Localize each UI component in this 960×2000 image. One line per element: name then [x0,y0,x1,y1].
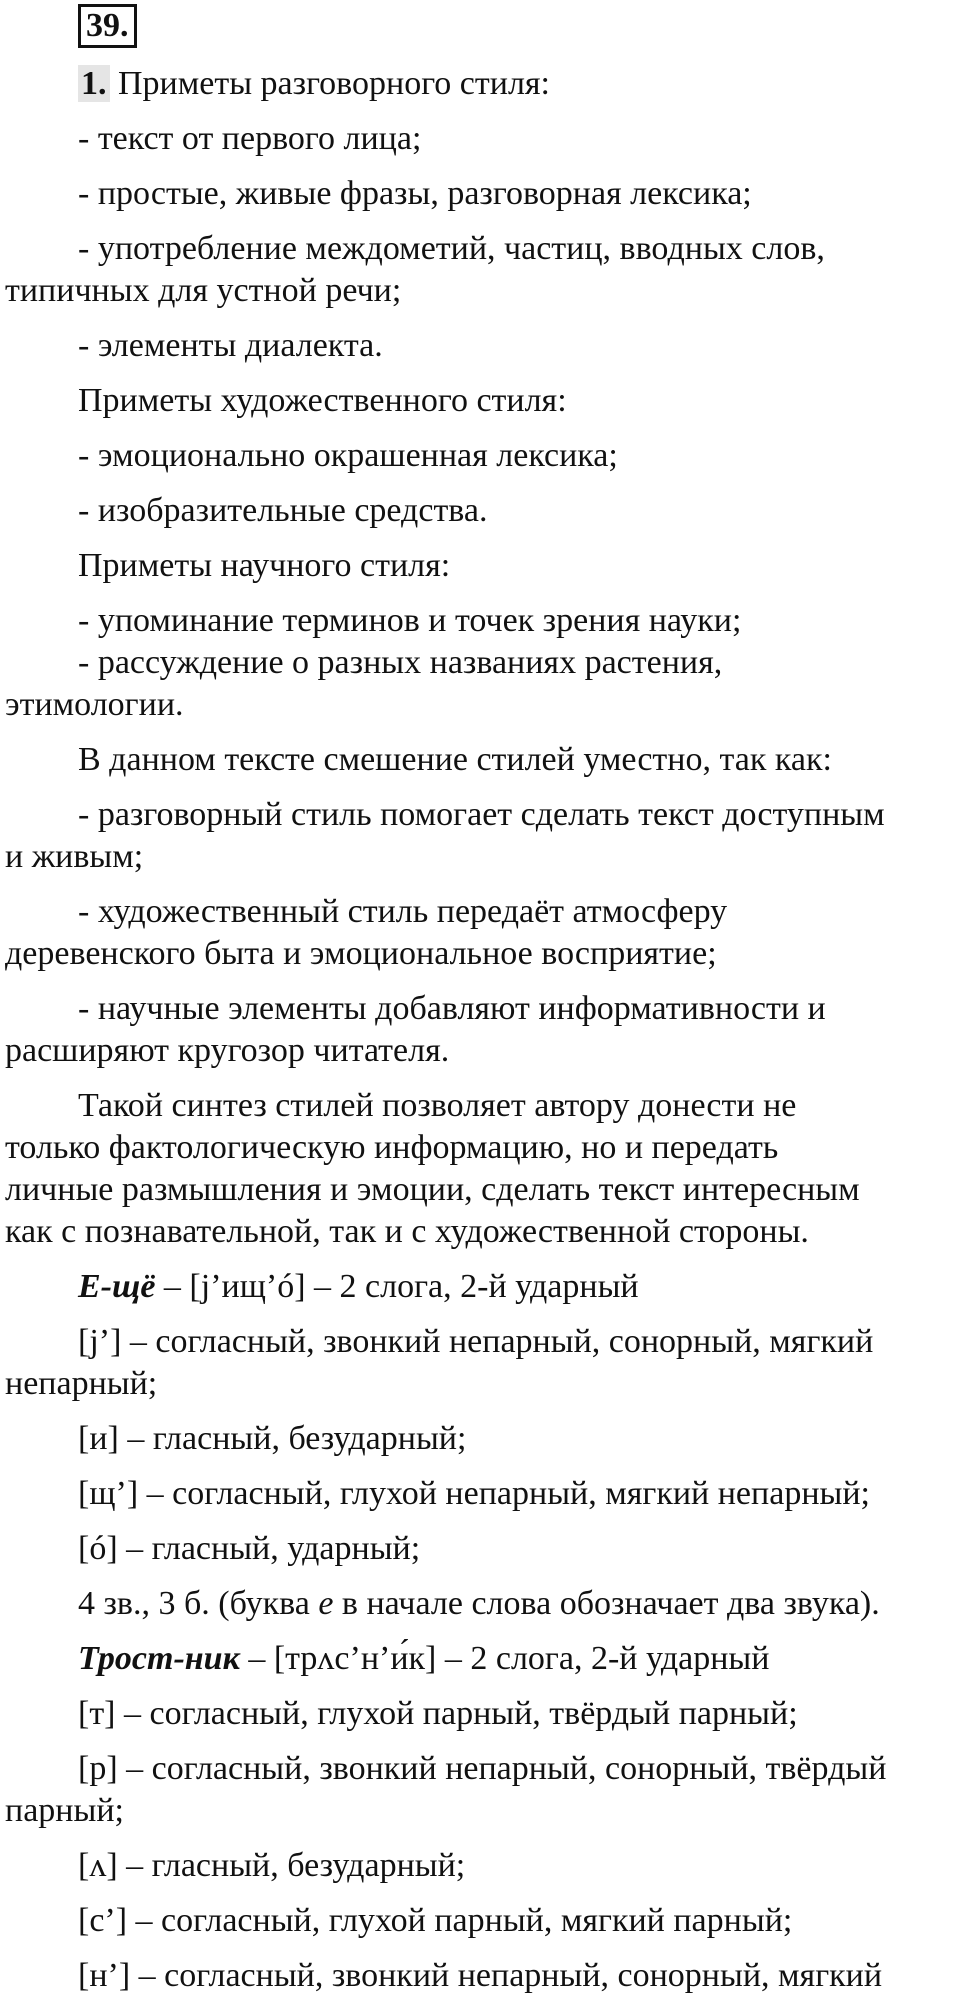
paragraph: - разговорный стиль помогает сделать текст доступным [78,796,885,833]
paragraph: - художественный стиль передаёт атмосферу [78,893,728,930]
paragraph-continuation: парный; [5,1792,124,1829]
task-number-badge: 39. [78,4,137,48]
paragraph-continuation: непарный; [5,1365,158,1402]
sub-number: 1. [78,65,110,102]
transcription: – [трʌс’н’и́к] – 2 слога, 2-й ударный [239,1640,770,1677]
sound-description: [с’] – согласный, глухой парный, мягкий парный; [78,1902,793,1939]
paragraph-continuation: личные размышления и эмоции, сделать текст интересным [5,1171,860,1208]
paragraph-continuation: расширяют кругозор читателя. [5,1032,450,1069]
paragraph: Такой синтез стилей позволяет автору донести не [78,1087,797,1124]
paragraph: - научные элементы добавляют информативности и [78,990,826,1027]
sound-description: [ʌ] – гласный, безударный; [78,1847,466,1884]
count-text: в начале слова обозначает два звука). [333,1585,880,1622]
style-heading-artistic: Приметы художественного стиля: [78,382,567,419]
paragraph-continuation: типичных для устной речи; [5,272,402,309]
paragraph: - эмоционально окрашенная лексика; [78,437,618,474]
paragraph: - рассуждение о разных названиях растения, [78,644,723,681]
heading-conversational-text: Приметы разговорного стиля: [118,65,550,102]
paragraph: - упоминание терминов и точек зрения науки; [78,602,742,639]
style-heading-conversational [5,63,955,105]
paragraph: - употребление междометий, частиц, вводных слов, [78,230,825,267]
sound-description: [и] – гласный, безударный; [78,1420,467,1457]
analyzed-word: Е-щё [78,1268,156,1305]
sound-description: [щ’] – согласный, глухой непарный, мягкий непарный; [78,1475,870,1512]
paragraph-continuation: и живым; [5,838,144,875]
letter: е [318,1585,334,1622]
paragraph: - элементы диалекта. [78,327,383,364]
paragraph-continuation: только фактологическую информацию, но и передать [5,1129,779,1166]
sound-description: [ó] – гласный, ударный; [78,1530,421,1567]
paragraph-continuation: как с познавательной, так и с художественной стороны. [5,1213,809,1250]
paragraph-continuation: деревенского быта и эмоциональное восприятие; [5,935,717,972]
style-heading-scientific: Приметы научного стиля: [78,547,451,584]
paragraph: - простые, живые фразы, разговорная лексика; [78,175,752,212]
paragraph-continuation: этимологии. [5,686,184,723]
phonetic-analysis-word [5,1638,955,1680]
transcription: – [j’ищ’ó] – 2 слога, 2-й ударный [155,1268,639,1305]
sound-description: [j’] – согласный, звонкий непарный, сонорный, мягкий [78,1323,874,1360]
paragraph: - изобразительные средства. [78,492,488,529]
count-text: 4 зв., 3 б. (буква [78,1585,319,1622]
phonetic-analysis-word [5,1266,955,1308]
sound-description: [р] – согласный, звонкий непарный, сонорный, твёрдый [78,1750,887,1787]
sound-description: [т] – согласный, глухой парный, твёрдый парный; [78,1695,798,1732]
sound-description: [н’] – согласный, звонкий непарный, сонорный, мягкий [78,1957,883,1994]
sound-count [5,1583,955,1625]
paragraph: - текст от первого лица; [78,120,422,157]
paragraph: В данном тексте смешение стилей уместно, так как: [78,741,832,778]
analyzed-word: Трост-ник [78,1640,240,1677]
